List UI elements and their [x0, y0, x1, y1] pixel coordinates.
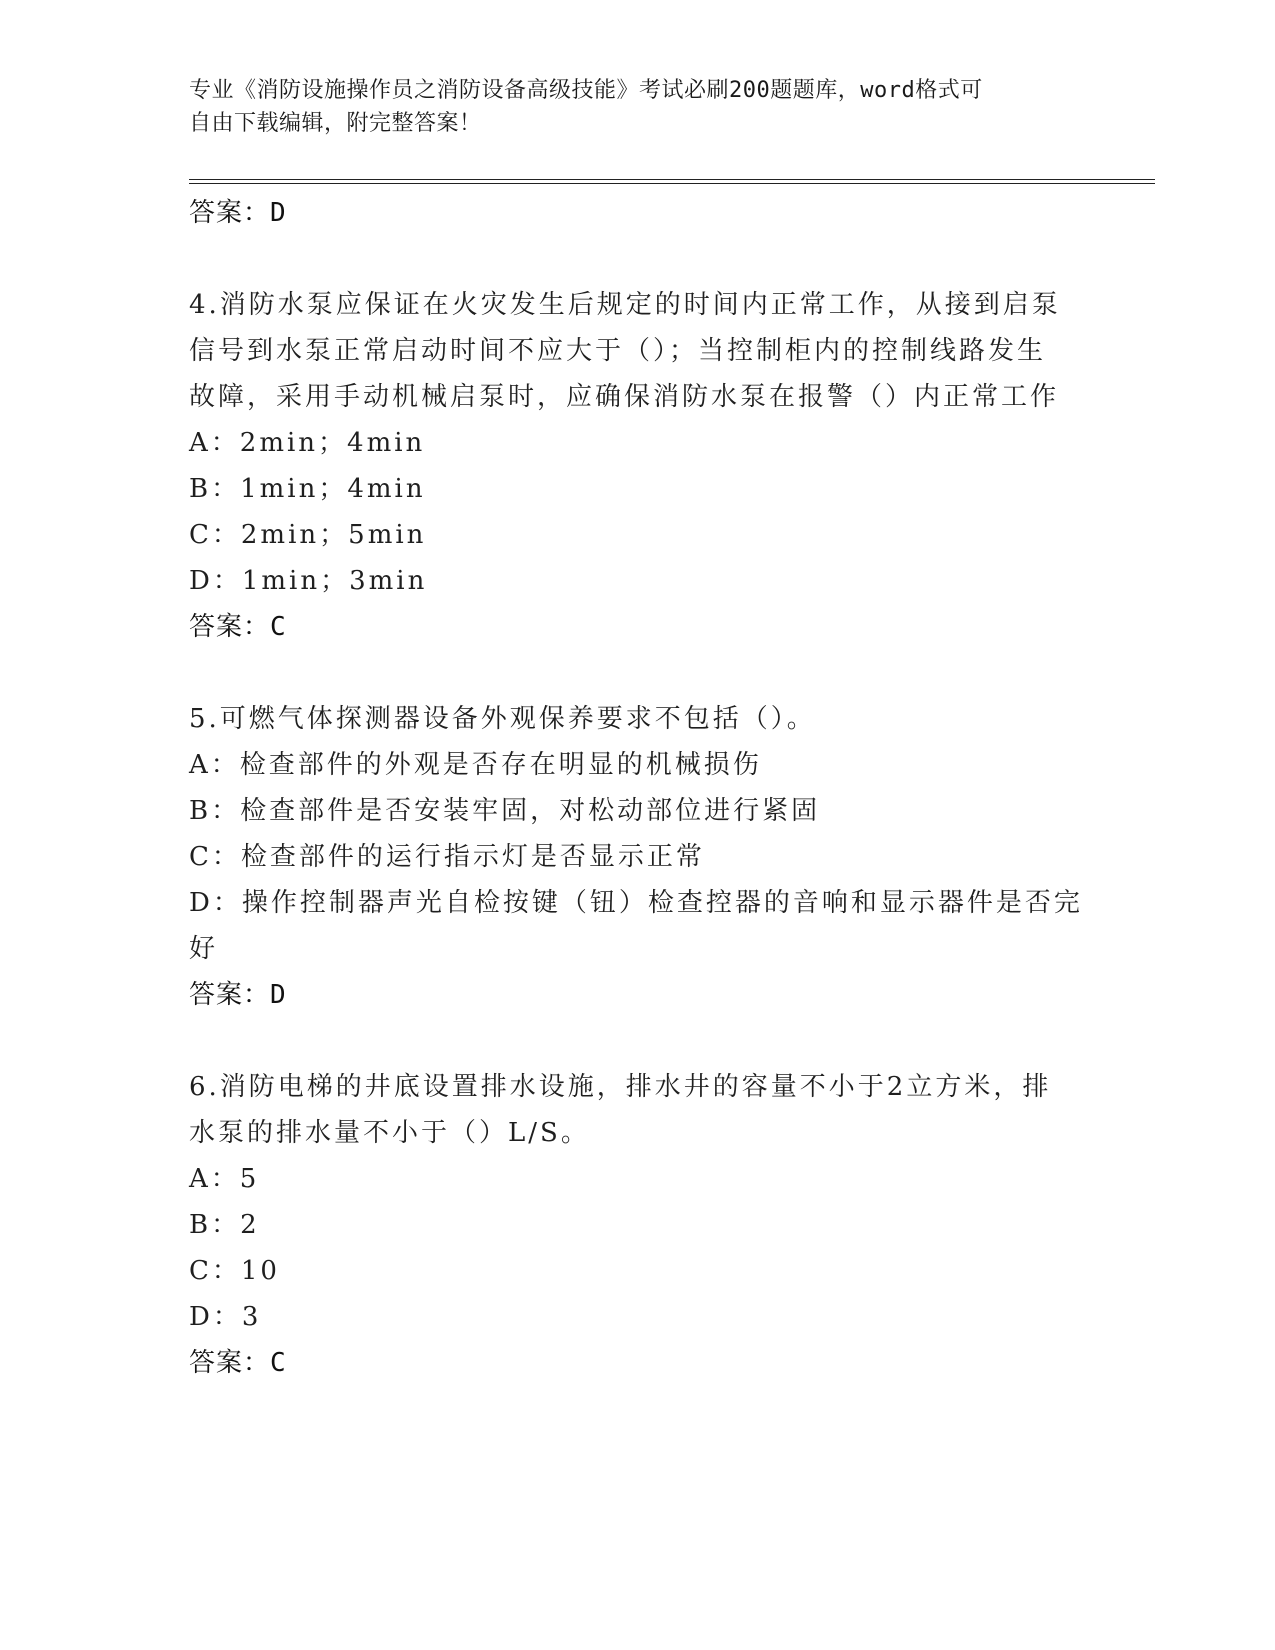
- option-a: A：5: [189, 1164, 260, 1194]
- question-text-line: 5.可燃气体探测器设备外观保养要求不包括（）。: [189, 704, 816, 734]
- option-c: C：2min；5min: [189, 520, 427, 550]
- previous-question-answer: 答案：D: [189, 198, 287, 228]
- option-d: D：3: [189, 1302, 262, 1332]
- question-answer: 答案：C: [189, 1348, 287, 1378]
- option-c: C：检查部件的运行指示灯是否显示正常: [189, 842, 705, 872]
- option-a: A：检查部件的外观是否存在明显的机械损伤: [189, 750, 762, 780]
- question-text-line: 信号到水泵正常启动时间不应大于（）；当控制柜内的控制线路发生: [189, 336, 1047, 366]
- spacer: [189, 1018, 1089, 1064]
- document-header: [189, 74, 1069, 140]
- header-divider-bottom: [189, 183, 1155, 184]
- spacer: [189, 236, 1089, 282]
- header-title-line-2: 自由下载编辑，附完整答案！: [189, 111, 482, 136]
- question-list: [189, 190, 1089, 1386]
- option-b: B：检查部件是否安装牢固，对松动部位进行紧固: [189, 796, 821, 826]
- question-text-line: 6.消防电梯的井底设置排水设施，排水井的容量不小于2立方米，排: [189, 1072, 1052, 1102]
- option-c: C：10: [189, 1256, 280, 1286]
- header-divider-top: [189, 179, 1155, 180]
- question-5: [189, 696, 1089, 1018]
- spacer: [189, 650, 1089, 696]
- option-d-continuation: 好: [189, 934, 219, 964]
- question-text-line: 4.消防水泵应保证在火灾发生后规定的时间内正常工作，从接到启泵: [189, 290, 1061, 320]
- option-b: B：1min；4min: [189, 474, 426, 504]
- option-d: D：1min；3min: [189, 566, 428, 596]
- header-title-line-1: 专业《消防设施操作员之消防设备高级技能》考试必刷200题题库，word格式可: [189, 78, 983, 103]
- question-text-line: 水泵的排水量不小于（）L/S。: [189, 1118, 590, 1148]
- question-answer: 答案：D: [189, 980, 287, 1010]
- question-4: [189, 282, 1089, 650]
- question-answer: 答案：C: [189, 612, 287, 642]
- option-b: B：2: [189, 1210, 260, 1240]
- option-a: A：2min；4min: [189, 428, 426, 458]
- option-d: D：操作控制器声光自检按键（钮）检查控器的音响和显示器件是否完: [189, 888, 1083, 918]
- question-6: [189, 1064, 1089, 1386]
- question-text-line: 故障，采用手动机械启泵时，应确保消防水泵在报警（）内正常工作: [189, 382, 1060, 412]
